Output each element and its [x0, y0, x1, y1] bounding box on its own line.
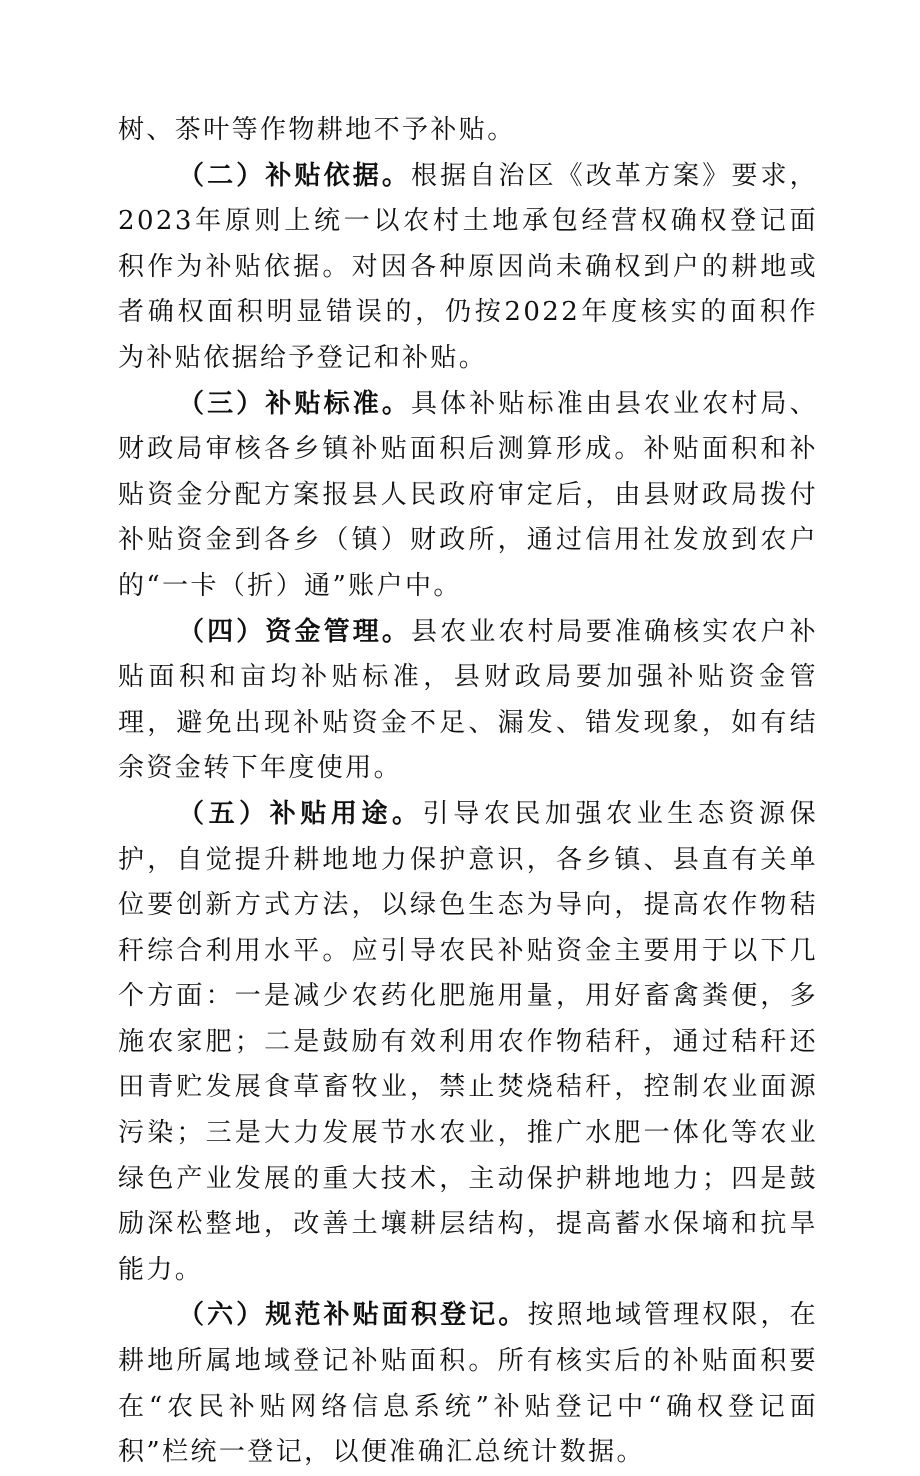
section-heading-fund-management: （四）资金管理。 [178, 616, 411, 647]
section-heading-subsidy-basis: （二）补贴依据。 [178, 160, 411, 191]
paragraph-fund-management [118, 610, 818, 792]
paragraph-text: 按照地域管理权限，在耕地所属地域登记补贴面积。所有核实后的补贴面积要在“农民补贴网络信息系统”补贴登记中“确权登记面积”栏统一登记，以便准确汇总统计数据。 [118, 1300, 818, 1468]
section-heading-subsidy-usage: （五）补贴用途。 [178, 798, 423, 829]
paragraph-text: 具体补贴标准由县农业农村局、财政局审核各乡镇补贴面积后测算形成。补贴面积和补贴资金分配方案报县人民政府审定后，由县财政局拨付补贴资金到各乡（镇）财政所，通过信用社发放到农户的“一卡（折）通”账户中。 [118, 388, 819, 601]
paragraph-text: 树、茶叶等作物耕地不予补贴。 [118, 115, 516, 145]
section-heading-subsidy-standard: （三）补贴标准。 [178, 388, 411, 419]
paragraph-text: 引导农民加强农业生态资源保护，自觉提升耕地地力保护意识，各乡镇、县直有关单位要创新方式方法，以绿色生态为导向，提高农作物秸秆综合利用水平。应引导农民补贴资金主要用于以下几个方面：一是减少农药化肥施用量，用好畜禽粪便，多施农家肥；二是鼓励有效利用农作物秸秆，通过秸秆还田青贮发展食草畜牧业，禁止焚烧秸秆，控制农业面源污染；三是大力发展节水农业，推广水肥一体化等农业绿色产业发展的重大技术，主动保护耕地地力；四是鼓励深松整地，改善土壤耕层结构，提高蓄水保墒和抗旱能力。 [118, 798, 818, 1285]
paragraph-subsidy-usage [118, 792, 818, 1294]
paragraph-text: 县农业农村局要准确核实农户补贴面积和亩均补贴标准，县财政局要加强补贴资金管理，避免出现补贴资金不足、漏发、错发现象，如有结余资金转下年度使用。 [118, 616, 819, 784]
paragraph-text: 根据自治区《改革方案》要求，2023年原则上统一以农村土地承包经营权确权登记面积作为补贴依据。对因各种原因尚未确权到户的耕地或者确权面积明显错误的，仍按2022年度核实的面积作为补贴依据给予登记和补贴。 [118, 160, 819, 373]
document-body [118, 108, 818, 1476]
paragraph-subsidy-standard [118, 382, 818, 610]
paragraph-continuation [118, 108, 818, 154]
section-heading-area-registration: （六）规范补贴面积登记。 [178, 1300, 528, 1331]
paragraph-subsidy-basis [118, 154, 818, 382]
paragraph-area-registration [118, 1293, 818, 1475]
